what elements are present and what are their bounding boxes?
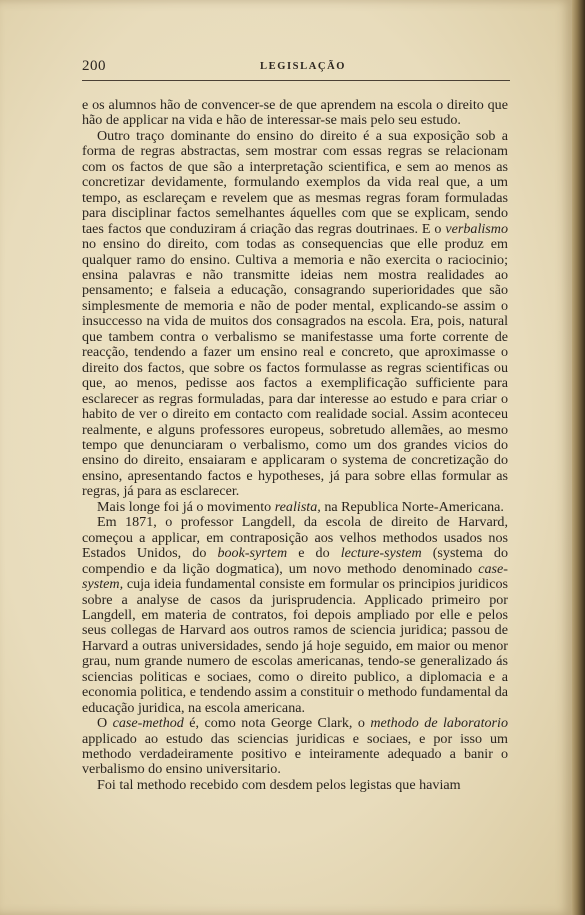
italic-term: methodo de laboratorio <box>370 715 509 732</box>
text-run: Em 1871, o professor Langdell, da escola de direito de Harvard, começou a applicar, em contraposição aos velhos methodos usados nos Estados Unidos, do <box>82 514 508 562</box>
paragraph <box>82 515 508 716</box>
paragraph <box>82 129 508 500</box>
text-run: Outro traço dominante do ensino do direito é a sua exposição sob a forma de regras abstractas, sem mostrar com essas regras se relacionam com os factos de que são a interpretação scientifica, e sem ao menos as concretizar devidamente, formulando exemplos da vida real que, a um tempo, as esclareçam e revelem que as mesmas regras foram formuladas para disciplinar factos semelhantes áquelles com que se explicam, sendo taes factos que conduziram á criação das regras doutrinaes. E o <box>82 127 508 237</box>
paragraph <box>82 98 508 129</box>
italic-term: realista, <box>274 498 321 515</box>
body-text <box>82 98 508 793</box>
paragraph <box>82 716 508 778</box>
text-run: no ensino do direito, com todas as consequencias que elle produz em qualquer ramo do ensino. Cultiva a memoria e não exercita o raciocinio; ensina palavras e não transmitte ideias nem mostra realidades ao pensamento; e falseia a educação, consagrando superioridades que são simplesmente de memoria e não de poder mental, explicando-se assim o insuccesso na vida de muitos dos consagrados na escola. Era, pois, natural que tambem contra o verbalismo se manifestasse uma forte corrente de reacção, tendendo a fazer um ensino real e concreto, que aproximasse o direito dos factos, que sobre os factos formulasse as regras scientificas ou que, ao menos, pedisse aos factos a exemplificação sufficiente para esclarecer as regras formuladas, para dar interesse ao estudo e para criar o habito de ver o direito em contacto com realidade social. Assim aconteceu realmente, e alguns professores europeus, sobretudo allemães, ao mesmo tempo que denunciaram o verbalismo, como um dos grandes vicios do ensino do direito, ensaiaram e applicaram o systema de concretização do ensino, apresentando factos e hypotheses, já para sobre ellas formular as regras, já para as esclarecer. <box>82 236 508 500</box>
text-run: e os alumnos hão de convencer-se de que aprendem na escola o direito que hão de applicar na vida e hão de interessar-se mais pelo seu estudo. <box>82 97 508 129</box>
text-run: na Republica Norte-Americana. <box>320 498 504 515</box>
running-head: LEGISLAÇÃO <box>260 61 347 72</box>
text-run: applicado ao estudo das sciencias juridicas e sociaes, e por isso um methodo verdadeiramente positivo e inteiramente adequado a banir o verbalismo do ensino universitario. <box>82 730 508 778</box>
text-run: cuja ideia fundamental consiste em formular os principios juridicos sobre a analyse de casos da jurisprudencia. Applicado primeiro por Langdell, em materia de contratos, foi depois ampliado por elle e pelos seus collegas de Harvard aos outros ramos de sciencia juridica; passou de Harvard a outras universidades, sendo já hoje seguido, em maior ou menor grau, num grande numero de escolas americanas, tendo-se generalizado ás sciencias politicas e sociaes, como o direito publico, a diplomacia e a economia politica, e tendendo assim a constituir o methodo fundamental da educação juridica, na escola americana. <box>82 576 508 716</box>
page-edge-shadow <box>572 0 585 915</box>
text-run: O <box>97 715 113 732</box>
page-header <box>82 58 512 76</box>
italic-term: lecture-system <box>340 545 422 562</box>
header-rule <box>82 80 510 81</box>
paragraph <box>82 500 508 515</box>
text-run: Mais longe foi já o movimento <box>97 498 275 515</box>
paragraph <box>82 778 508 793</box>
italic-term: verbalismo <box>445 220 508 237</box>
text-run: e do <box>287 545 341 562</box>
italic-term: case-system, <box>82 560 508 593</box>
italic-term: case-method <box>112 715 184 732</box>
italic-term: book-syrtem <box>217 545 288 562</box>
text-run: Foi tal methodo recebido com desdem pelos legistas que haviam <box>97 776 461 793</box>
text-run: (systema do compendio e da lição dogmatica), um novo methodo denominado <box>82 545 508 577</box>
page-number: 200 <box>82 58 106 74</box>
text-run: é, como nota George Clark, o <box>183 715 371 732</box>
